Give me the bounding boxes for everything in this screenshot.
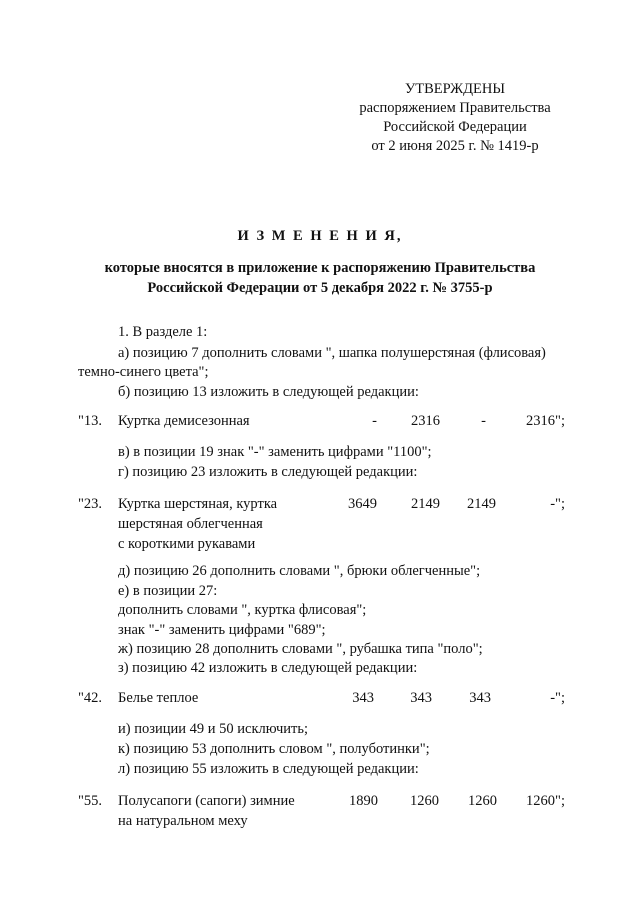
paragraph-3: б) позицию 13 изложить в следующей редакции: [118,384,419,400]
row-value-1: - [372,413,377,429]
row-value-3: 343 [469,690,491,706]
row-value-1: 3649 [348,496,377,512]
row-value-2: 343 [410,690,432,706]
row-value-1: 343 [352,690,374,706]
approved-title: УТВЕРЖДЕНЫ [404,81,506,97]
row-value-2: 1260 [410,793,439,809]
paragraph-11: з) позицию 42 изложить в следующей редакции: [118,660,418,676]
row-value-3: 1260 [468,793,497,809]
row-value-3: 2149 [467,496,496,512]
heading-title: И З М Е Н Е Н И Я, [237,228,403,244]
approved-line-2: Российской Федерации [383,119,527,135]
row-number: "42. [78,690,103,706]
row-name: Куртка шерстяная, куртка шерстяная облегченная с короткими рукавами [118,496,278,552]
row-name: Куртка демисезонная [118,413,250,429]
paragraph-2b: темно-синего цвета"; [78,364,209,380]
paragraph-9: знак "-" заменить цифрами "689"; [118,622,326,638]
paragraph-10: ж) позицию 28 дополнить словами ", рубашка типа "поло"; [118,641,483,657]
approval-stamp [350,80,560,156]
row-value-1: 1890 [349,793,378,809]
row-name: Белье теплое [118,690,199,706]
document-heading [60,226,580,298]
approved-line-1: распоряжением Правительства [359,100,551,116]
paragraph-6: д) позицию 26 дополнить словами ", брюки облегченные"; [118,563,481,579]
paragraph-13: к) позицию 53 дополнить словом ", полуботинки"; [118,741,430,757]
paragraph-5: г) позицию 23 изложить в следующей редакции: [118,464,418,480]
paragraph-7: е) в позиции 27: [118,583,218,599]
row-value-4: 2316"; [526,413,565,429]
heading-subtitle-2: Российской Федерации от 5 декабря 2022 г. № 3755-р [147,280,493,296]
paragraph-4: в) в позиции 19 знак "-" заменить цифрами "1100"; [118,444,432,460]
row-value-2: 2149 [411,496,440,512]
paragraph-8: дополнить словами ", куртка флисовая"; [118,602,367,618]
row-value-4: -"; [550,496,565,512]
row-number: "23. [78,496,103,512]
row-number: "13. [78,413,103,429]
row-name: Полусапоги (сапоги) зимние на натуральном меху [118,793,295,829]
row-value-4: -"; [550,690,565,706]
heading-subtitle-1: которые вносятся в приложение к распоряжению Правительства [104,260,536,276]
paragraph-14: л) позицию 55 изложить в следующей редакции: [118,761,419,777]
row-value-2: 2316 [411,413,440,429]
paragraph-12: и) позиции 49 и 50 исключить; [118,721,309,737]
approved-line-3: от 2 июня 2025 г. № 1419-р [371,138,539,154]
row-value-4: 1260"; [526,793,565,809]
paragraph-2a: а) позицию 7 дополнить словами ", шапка полушерстяная (флисовая) [118,345,546,361]
paragraph-1: 1. В разделе 1: [118,324,208,340]
row-number: "55. [78,793,103,809]
row-value-3: - [481,413,486,429]
